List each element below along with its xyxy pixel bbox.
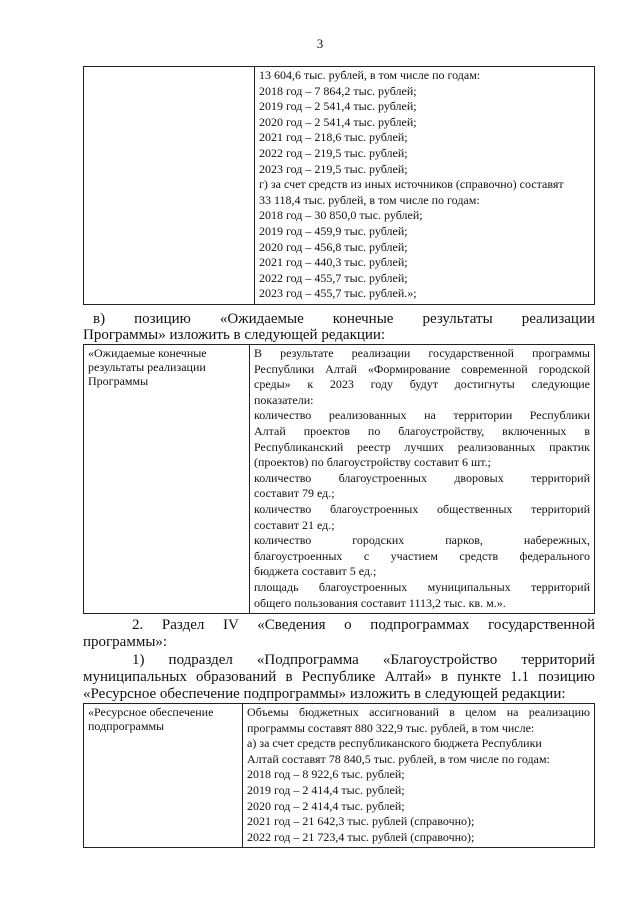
table1-line: 2023 год – 219,5 тыс. рублей; <box>259 161 408 176</box>
table1-line: 2021 год – 218,6 тыс. рублей; <box>259 130 408 145</box>
paragraph-subsection-continuation <box>83 669 595 703</box>
table3-line: 2022 год – 21 723,4 тыс. рублей (справочно); <box>247 829 475 844</box>
paragraph-v-line: Программы» изложить в следующей редакции: <box>83 327 386 343</box>
table1-line: 2021 год – 440,3 тыс. рублей; <box>259 255 408 270</box>
table3-line: 2019 год – 2 414,4 тыс. рублей; <box>247 782 405 797</box>
table2-position-label: Программы <box>88 374 149 388</box>
table1-line: 2018 год – 30 850,0 тыс. рублей; <box>259 208 423 223</box>
table2-line: показатели: <box>254 392 314 407</box>
table2-line: среды» к 2023 году будут достигнуты следующие <box>254 377 590 392</box>
page-number: 3 <box>316 36 324 51</box>
table1-line: 13 604,6 тыс. рублей, в том числе по годам: <box>259 68 481 82</box>
table2-line: количество благоустроенных дворовых территорий <box>254 470 590 485</box>
table2-line: В результате реализации государственной программы <box>254 346 590 360</box>
table2-line: количество благоустроенных общественных территорий <box>254 501 590 516</box>
table2-line: общего пользования составит 1113,2 тыс. кв. м.». <box>254 595 506 610</box>
table2-line: площадь благоустроенных муниципальных территорий <box>254 579 590 594</box>
table1-line: 33 118,4 тыс. рублей, в том числе по годам: <box>259 192 480 207</box>
paragraph-subsection-line: муниципальных образований в Республике Алтай» в пункте 1.1 позицию <box>83 669 595 685</box>
table2-left-cell <box>84 345 250 614</box>
paragraph-section-iv-line: программы»: <box>83 634 168 650</box>
table2-line: составит 79 ед.; <box>254 486 335 501</box>
resource-support-table <box>83 703 595 848</box>
expected-results-table <box>83 344 595 614</box>
table1-left-cell <box>84 67 255 305</box>
paragraph-section-iv-line: 2. Раздел IV «Сведения о подпрограммах государственной <box>132 617 595 633</box>
table3-line: 2021 год – 21 642,3 тыс. рублей (справочно); <box>247 814 475 829</box>
table1-line: 2019 год – 459,9 тыс. рублей; <box>259 223 408 238</box>
table2-position-label: «Ожидаемые конечные <box>88 346 207 360</box>
table1-right-cell <box>255 67 595 305</box>
table3-line: 2020 год – 2 414,4 тыс. рублей; <box>247 798 405 813</box>
paragraph-subsection-line: 1) подраздел «Подпрограмма «Благоустройство территорий <box>132 652 595 668</box>
table3-line: а) за счет средств республиканского бюджета Республики <box>247 736 542 751</box>
table1-line: 2022 год – 455,7 тыс. рублей; <box>259 270 408 285</box>
table2-line: Республиканский реестр лучших реализованных практик <box>254 439 590 454</box>
table1-line: 2019 год – 2 541,4 тыс. рублей; <box>259 99 417 114</box>
table3-line: 2018 год – 8 922,6 тыс. рублей; <box>247 767 405 782</box>
table2-right-cell <box>250 345 595 614</box>
table2-line: Республики Алтай «Формирование современной городской <box>254 361 590 376</box>
table1-line: 2022 год – 219,5 тыс. рублей; <box>259 145 408 160</box>
table1-line: 2020 год – 456,8 тыс. рублей; <box>259 239 408 254</box>
table1-line: 2018 год – 7 864,2 тыс. рублей; <box>259 83 417 98</box>
paragraph-section-iv-continuation <box>83 634 595 651</box>
table3-line: Объемы бюджетных ассигнований в целом на реализацию <box>247 705 590 719</box>
table1-line: 2023 год – 455,7 тыс. рублей.»; <box>259 286 417 301</box>
table2-line: количество реализованных на территории Республики <box>254 408 590 423</box>
table2-position-label: результаты реализации <box>88 360 206 374</box>
table2-line: составит 21 ед.; <box>254 517 335 532</box>
table3-line: программы составят 880 322,9 тыс. рублей, в том числе: <box>247 720 535 735</box>
table2-line: бюджета составит 5 ед.; <box>254 564 377 579</box>
paragraph-v <box>93 311 595 328</box>
table1-line: г) за счет средств из иных источников (справочно) составят <box>259 177 564 192</box>
table2-line: (проектов) по благоустройству составит 6 шт.; <box>254 455 491 470</box>
paragraph-section-iv <box>132 617 595 634</box>
paragraph-subsection-line: «Ресурсное обеспечение подпрограммы» изложить в следующей редакции: <box>83 686 566 702</box>
table3-line: Алтай составят 78 840,5 тыс. рублей, в том числе по годам: <box>247 751 550 766</box>
table1-line: 2020 год – 2 541,4 тыс. рублей; <box>259 114 417 129</box>
table3-left-cell <box>84 704 243 848</box>
paragraph-v-continuation <box>83 327 595 344</box>
table3-right-cell <box>243 704 595 848</box>
paragraph-subsection <box>132 652 595 669</box>
table3-position-label: «Ресурсное обеспечение <box>88 705 214 719</box>
table2-line: Алтай проектов по благоустройству, включенных в <box>254 423 590 438</box>
table2-line: количество городских парков, набережных, <box>254 533 590 548</box>
table2-line: благоустроенных с участием средств федерального <box>254 548 590 563</box>
financing-continuation-table <box>83 66 595 305</box>
table3-position-label: подпрограммы <box>88 719 165 733</box>
paragraph-v-line: в) позицию «Ожидаемые конечные результаты реализации <box>93 311 595 327</box>
